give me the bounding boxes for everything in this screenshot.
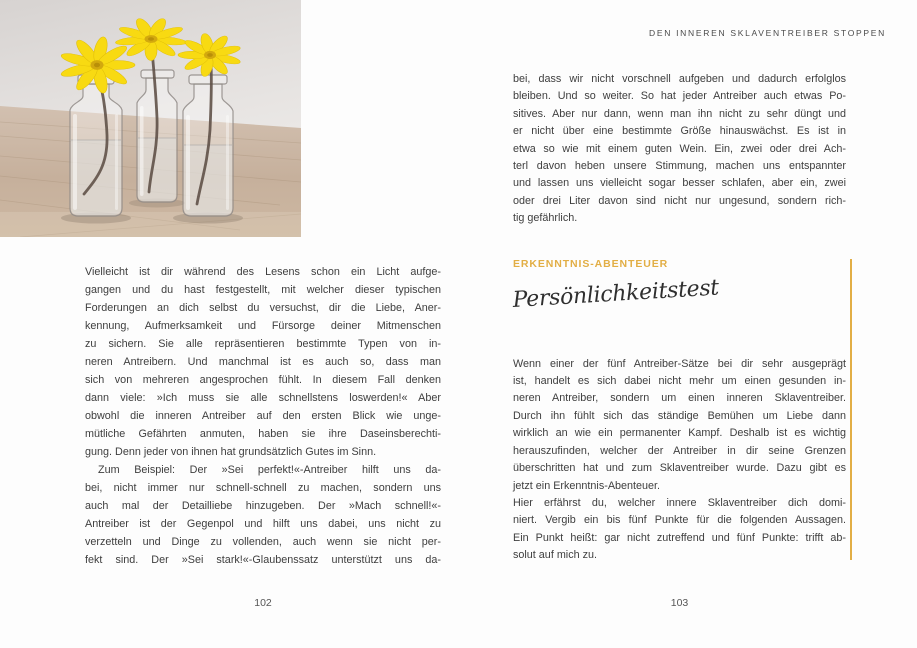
text-line: herauszufinden, welcher der Antreiber in dir seine Grenzen [513,444,846,457]
text-line: Zum Beispiel: Der »Sei perfekt!«-Antreiber hilft uns da- [98,464,441,476]
section-kicker: ERKENNTNIS-ABENTEUER [513,257,669,270]
text-line: auch mal der Detailliebe hinzugeben. Der »Mach schnell!«- [85,500,441,512]
text-line: mütliche Gefährten anmuten, haben sie ihre Daseinsberechti- [85,428,441,440]
flower-photo [0,0,301,237]
text-line: fekt sind. Der »Sei stark!«-Glaubenssatz unterstützt uns da- [85,554,441,566]
text-line: bei, nicht immer nur schnell-schnell zu machen, sondern uns [85,482,441,494]
text-line: bei, dass wir nicht vorschnell aufgeben und dadurch erfolglos [513,73,846,85]
text-line: und lassen uns vielleicht sogar besser schlafen, aber ein, zwei [513,177,846,190]
text-line: er nicht über eine bestimmte Größe hinauswächst. Es ist in [513,125,846,138]
text-line: Vielleicht ist dir während des Lesens schon ein Licht aufge- [85,266,441,278]
text-line: sitives. Aber nur dann, wenn man ihn nicht zu sehr düngt und [513,107,846,120]
right-text-column [513,71,846,565]
text-line: Ein Punkt heißt: gar nicht zutreffend und fünf Punkte: trifft ab- [513,531,846,544]
paragraph [513,71,846,228]
paragraph [85,461,441,569]
text-line: Hier erfährst du, welcher innere Sklaventreiber dich domi- [513,496,846,509]
text-line: niert. Vergib ein bis fünf Punkte für die folgenden Aussagen. [513,514,846,527]
vertical-rule [850,259,852,560]
text-line: etwa so wie mit einem guten Wein. Ein, zwei oder drei Ach- [513,142,846,155]
paragraph [513,495,846,565]
text-line: solut auf mich zu. [513,549,598,562]
paragraph [513,356,846,495]
text-line: neren Antreiber, sondern um einen inneren Sklaventreiber. [513,392,846,405]
text-line: neren Antreibern. Und manchmal ist es auch so, dass man [85,356,441,368]
text-line: Wenn einer der fünf Antreiber-Sätze bei dir sehr ausgeprägt [513,357,846,370]
text-line: kennung, Aufmerksamkeit und Fürsorge deiner Mitmenschen [85,320,441,332]
text-line: Durch ihn fühlt sich das ständige Bemühen um Liebe dann [513,409,846,422]
text-line: ist, handelt es sich dabei nicht mehr um einen gesunden in- [513,375,846,388]
left-text-column [85,263,441,569]
text-line: terl davon heben unsere Stimmung, machen uns entspannter [513,160,846,173]
text-line: wirklich an wie ein permanenter Kampf. Deshalb ist es wichtig [513,427,846,440]
text-line: sich von mehreren angesprochen fühlt. In diesem Fall denken [85,374,441,386]
text-line: obwohl die inneren Antreiber auf den ersten Blick wie unge- [85,410,441,422]
section-title-script: Persönlichkeitstest [511,275,720,313]
page-number-right: 103 [670,597,689,609]
text-line: zu sichern. Sie alle repräsentieren bestimmte Typen von in- [85,338,441,350]
text-line: gangen und du hast festgestellt, mit welcher dieser typischen [85,284,441,296]
text-line: überschritten hat und zum Sklaventreiber wurde. Dazu gibt es [513,462,846,475]
text-line: gung. Denn jeder von ihnen hat grundsätzlich Gutes im Sinn. [85,446,377,458]
text-line: verzetteln und Dinge zu vollenden, auch wenn sie nicht per- [85,536,441,548]
paragraph [85,263,441,461]
page-number-left: 102 [254,597,272,609]
flower-photo-illustration [0,0,301,237]
text-line: oder drei Liter davon sind nicht nur ungesund, sondern rich- [513,194,846,207]
text-line: Forderungen an dich selbst du versuchst, dir die Liebe, Aner- [85,302,441,314]
text-line: tig gefährlich. [513,212,578,225]
text-line: dann viele: »Ich muss sie alle schnellstens loswerden!« Aber [85,392,441,404]
text-line: bleiben. Und so weiter. So hat jeder Antreiber auch etwas Po- [513,90,846,103]
text-line: Antreiber ist der Gegenpol und hilft uns dabei, uns nicht zu [85,518,441,530]
running-head: DEN INNEREN SKLAVENTREIBER STOPPEN [649,28,886,38]
text-line: jetzt ein Erkenntnis-Abenteuer. [513,479,661,492]
